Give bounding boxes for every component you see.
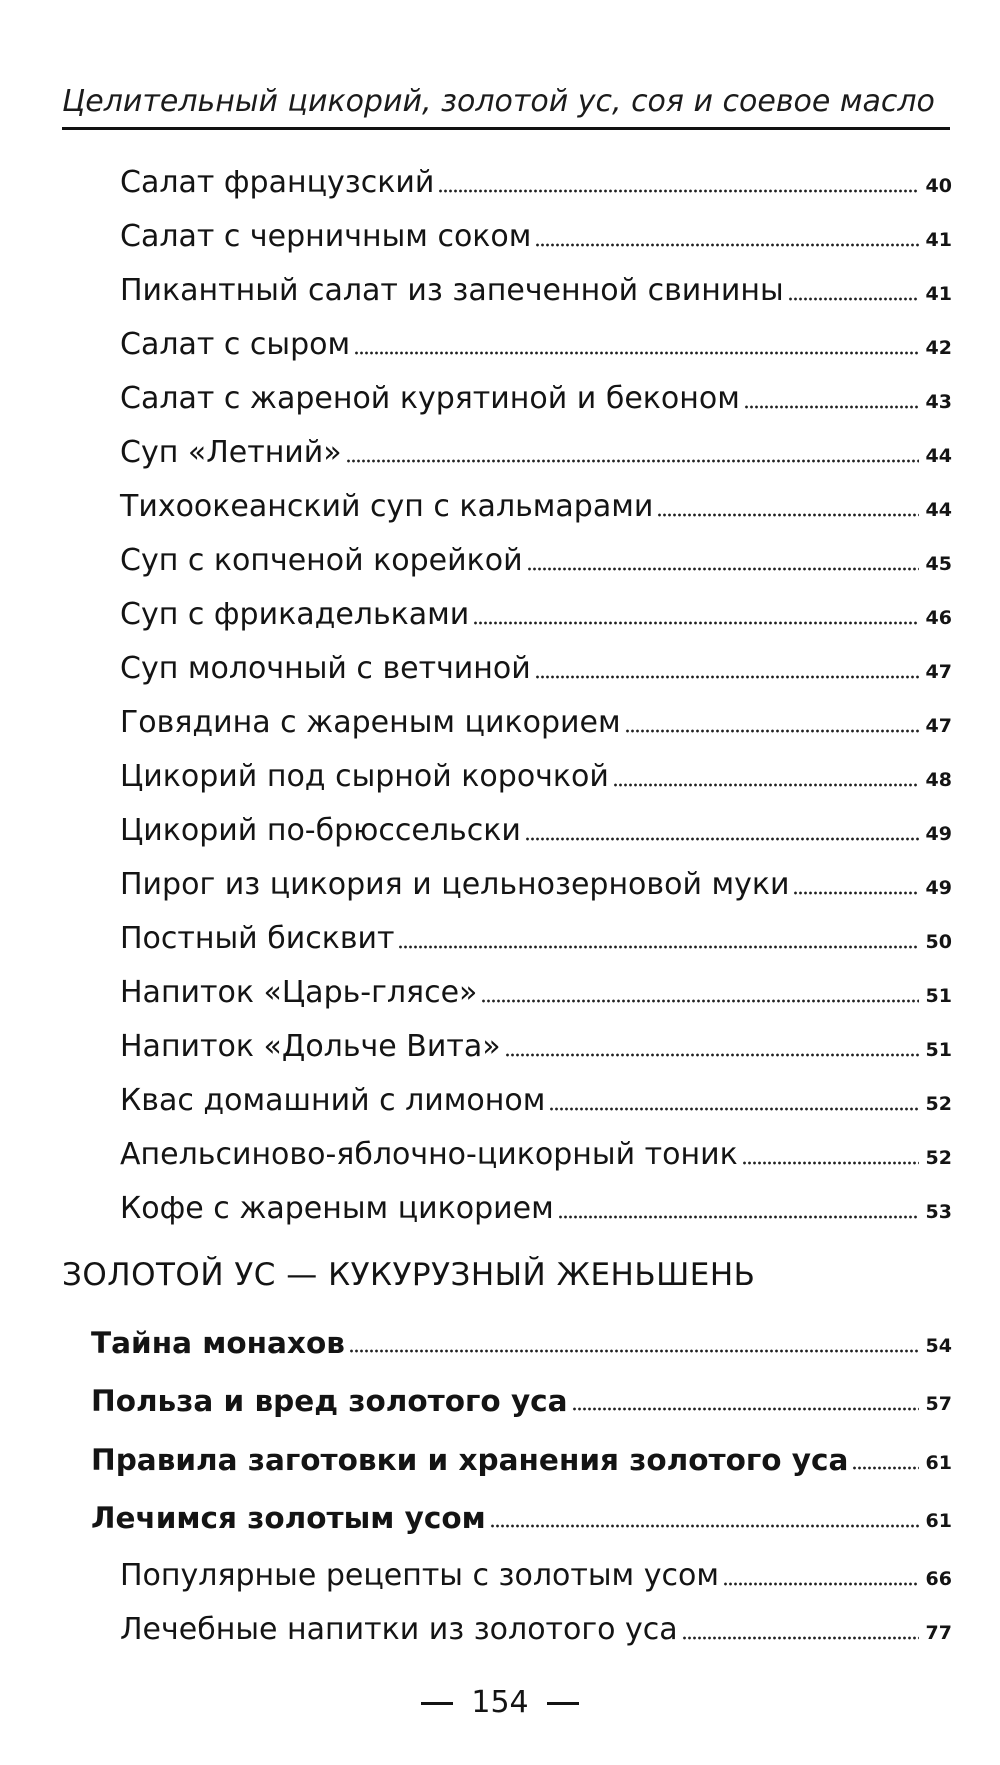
toc-main-entry (0, 1369, 1000, 1421)
page-number-dash-left (421, 1702, 453, 1705)
toc-entry-title: Салат с черничным соком (120, 219, 532, 254)
toc-entry-page: 46 (925, 607, 952, 629)
toc-entry-title: Кофе с жареным цикорием (120, 1191, 554, 1226)
header-rule (62, 127, 950, 130)
dot-leader (527, 566, 919, 572)
toc-entry-title: Тихоокеанский суп с кальмарами (120, 489, 654, 524)
section-heading: ЗОЛОТОЙ УС — КУКУРУЗНЫЙ ЖЕНЬШЕНЬ (62, 1257, 756, 1293)
dot-leader (742, 1160, 919, 1166)
dot-leader (744, 404, 919, 410)
toc-entry-title: Салат французский (120, 165, 435, 200)
toc-entry (0, 907, 1000, 959)
toc-entry (0, 1598, 1000, 1650)
toc-entry (0, 1123, 1000, 1175)
toc-entry (0, 1015, 1000, 1067)
toc-entry (0, 1069, 1000, 1121)
dot-leader (535, 242, 919, 248)
dot-leader (625, 728, 919, 734)
toc-entry-title: Квас домашний с лимоном (120, 1083, 546, 1118)
dot-leader (346, 458, 919, 464)
page-number-dash-right (547, 1702, 579, 1705)
toc-entry-title: Лечебные напитки из золотого уса (120, 1612, 678, 1647)
toc-entry (0, 151, 1000, 203)
toc-entry-page: 48 (925, 769, 952, 791)
dot-leader (572, 1406, 919, 1412)
toc-entry-title: Популярные рецепты с золотым усом (120, 1558, 719, 1593)
toc-entry-title: Тайна монахов (91, 1326, 345, 1360)
toc-entry (0, 313, 1000, 365)
toc-entry-title: Напиток «Царь-глясе» (120, 975, 478, 1010)
toc-entry-page: 61 (925, 1452, 952, 1474)
toc-entry-page: 47 (925, 661, 952, 683)
toc-entry-title: Лечимся золотым усом (91, 1501, 486, 1535)
toc-entry-title: Салат с сыром (120, 327, 351, 362)
toc-entry-page: 51 (925, 1039, 952, 1061)
toc-entry (0, 1177, 1000, 1229)
toc-entry-page: 42 (925, 337, 952, 359)
toc-entry (0, 1544, 1000, 1596)
dot-leader (490, 1523, 919, 1529)
toc-entry-title: Суп «Летний» (120, 435, 342, 470)
toc-entry-page: 47 (925, 715, 952, 737)
page-number-value: 154 (471, 1685, 529, 1720)
dot-leader (613, 782, 919, 788)
toc-entry-page: 40 (925, 175, 952, 197)
toc-entry-page: 49 (925, 823, 952, 845)
dot-leader (549, 1106, 919, 1112)
toc-entry-title: Правила заготовки и хранения золотого уса (91, 1443, 849, 1477)
toc-entry (0, 583, 1000, 635)
dot-leader (682, 1635, 919, 1641)
toc-entry (0, 475, 1000, 527)
toc-entry-page: 52 (925, 1093, 952, 1115)
toc-entry (0, 637, 1000, 689)
toc-entry-title: Напиток «Дольче Вита» (120, 1029, 501, 1064)
toc-entry-title: Говядина с жареным цикорием (120, 705, 621, 740)
toc-entry-page: 44 (925, 499, 952, 521)
toc-entry-page: 41 (925, 283, 952, 305)
toc-entry-page: 41 (925, 229, 952, 251)
toc-entry-page: 43 (925, 391, 952, 413)
toc-entry-page: 66 (925, 1568, 952, 1590)
dot-leader (788, 296, 919, 302)
toc-entry-page: 77 (925, 1622, 952, 1644)
toc-entry-title: Польза и вред золотого уса (91, 1384, 568, 1418)
dot-leader (481, 998, 919, 1004)
dot-leader (723, 1581, 919, 1587)
toc-entry (0, 259, 1000, 311)
toc-entry-title: Суп молочный с ветчиной (120, 651, 531, 686)
dot-leader (349, 1348, 919, 1354)
toc-entry (0, 745, 1000, 797)
running-header: Целительный цикорий, золотой ус, соя и соевое масло (62, 84, 935, 119)
toc-entry-page: 50 (925, 931, 952, 953)
toc-entry (0, 691, 1000, 743)
dot-leader (558, 1214, 919, 1220)
toc-entry (0, 367, 1000, 419)
dot-leader (438, 188, 919, 194)
toc-entry-page: 52 (925, 1147, 952, 1169)
toc-main-entry (0, 1486, 1000, 1538)
toc-main-entry (0, 1428, 1000, 1480)
toc-entry (0, 799, 1000, 851)
toc-entry-page: 61 (925, 1510, 952, 1532)
toc-entry-page: 45 (925, 553, 952, 575)
toc-entry (0, 205, 1000, 257)
toc-entry-title: Пирог из цикория и цельнозерновой муки (120, 867, 790, 902)
dot-leader (852, 1465, 919, 1471)
toc-entry (0, 529, 1000, 581)
toc-entry-title: Салат с жареной курятиной и беконом (120, 381, 740, 416)
toc-entry (0, 421, 1000, 473)
page-number (0, 1683, 1000, 1723)
dot-leader (657, 512, 919, 518)
toc-entry (0, 853, 1000, 905)
toc-entry-title: Цикорий по-брюссельски (120, 813, 521, 848)
dot-leader (505, 1052, 919, 1058)
toc-entry-page: 51 (925, 985, 952, 1007)
dot-leader (535, 674, 919, 680)
toc-entry-page: 44 (925, 445, 952, 467)
toc-entry-page: 57 (925, 1393, 952, 1415)
toc-entry-title: Цикорий под сырной корочкой (120, 759, 609, 794)
dot-leader (793, 890, 919, 896)
dot-leader (525, 836, 919, 842)
toc-main-entry (0, 1311, 1000, 1363)
toc-entry-title: Суп с копченой корейкой (120, 543, 523, 578)
toc-entry (0, 961, 1000, 1013)
toc-entry-page: 49 (925, 877, 952, 899)
toc-entry-page: 53 (925, 1201, 952, 1223)
dot-leader (473, 620, 919, 626)
toc-entry-title: Пикантный салат из запеченной свинины (120, 273, 784, 308)
toc-entry-page: 54 (925, 1335, 952, 1357)
toc-entry-title: Суп с фрикадельками (120, 597, 470, 632)
toc-entry-title: Постный бисквит (120, 921, 395, 956)
dot-leader (354, 350, 919, 356)
dot-leader (398, 944, 919, 950)
toc-entry-title: Апельсиново-яблочно-цикорный тоник (120, 1137, 738, 1172)
